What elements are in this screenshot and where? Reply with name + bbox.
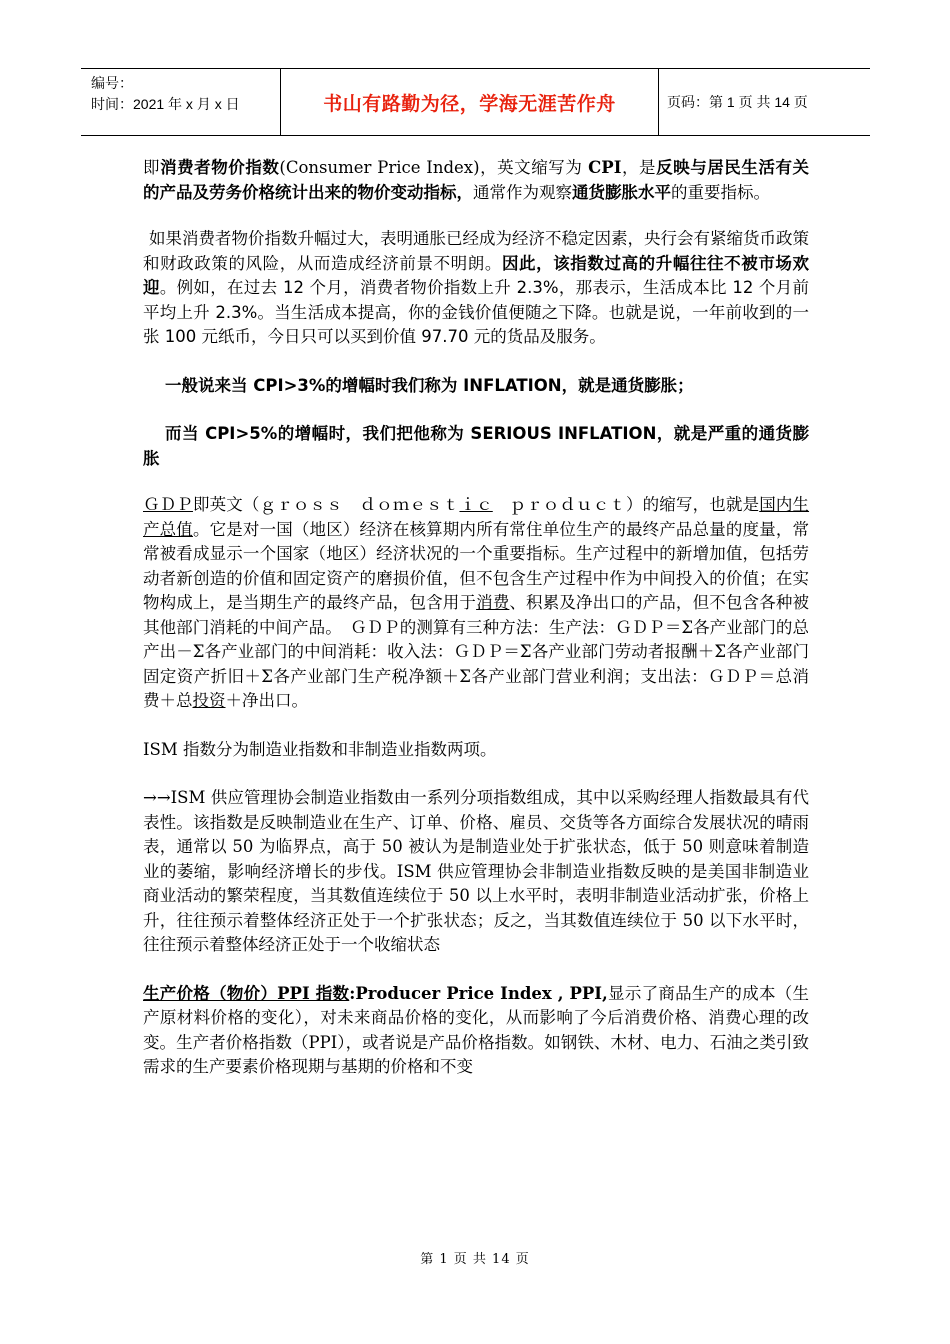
gdp-paragraph [143,493,809,714]
text-span: 即 [143,158,161,177]
text-span: 通常作为观察 [473,182,572,202]
ism-intro: ISM 指数分为制造业指数和非制造业指数两项。 [143,739,497,759]
cpi-market-bold: 因此，该指数过高的升幅往往不被市场欢迎 [143,253,810,297]
inflation-level-term: 通货膨胀水平 [572,182,671,202]
header-meta [81,69,281,135]
text-span: ＋净出口。 [225,691,308,710]
page-header [81,68,870,136]
document-body [143,156,809,1080]
ppi-term: 生产价格（物价）PPI 指数 [143,983,350,1003]
text-span: ｇｒｏｓｓ ｄｏｍｅｓｔ [259,495,460,514]
text-span: ）的缩写，也就是 [626,495,760,514]
text-span: ，是 [621,158,657,177]
text-span: (Consumer Price Index)，英文缩写为 [279,158,589,177]
ppi-paragraph [143,982,809,1080]
gdp-term: ＧＤＰ [143,495,193,514]
inflation-definition: 一般说来当 CPI>3%的增幅时我们称为 INFLATION，就是通货膨胀； [165,375,694,395]
cpi-impact-paragraph [143,227,809,350]
text-span: 、积累及净出口的产品，但不包含各种被其他部门消耗的中间产品。 ＧＤＰ的测算有三种方法：生产法：ＧＤＰ＝Σ各产业部门的总产出－Σ各产业部门的中间消耗：收入法：ＧＤＰ＝Σ各产业部门劳动者报酬＋Σ各产业部门固定资产折旧＋Σ各产业部门生产税净额＋Σ各产业部门营业利润；支出法：ＧＤＰ＝总消费＋总 [143,593,810,710]
page-footer: 第 1 页 共 14 页 [420,1252,530,1267]
text-span: 。它是对一国（地区）经济在核算期内所有常住单位生产的最终产品总量的度量，常常被看成显示一个国家（地区）经济状况的一个重要指标。生产过程中的新增加值，包括劳动者新创造的价值和固定资产的磨损价值，但不包含生产过程中作为中间投入的价值；在实物构成上，是当期生产的最终产品，包含用于 [143,519,810,612]
number-label: 编号： [91,75,133,91]
serious-inflation-definition: 而当 CPI>5%的增幅时，我们把他称为 SERIOUS INFLATION，就是严重的通货膨胀 [143,424,809,468]
text-span: 显示了商品生产的成本（生产原材料价格的变化），对未来商品价格的变化，从而影响了今后消费价格、消费心理的改变。生产者价格指数（PPI），或者说是产品价格指数。如钢铁、木材、电力、石油之类引致需求的生产要素价格现期与基期的价格和不变 [143,983,810,1076]
text-span: ｐｒｏｄｕｃｔ [492,495,626,514]
cpi-definition-bold: 反映与居民生活有关的产品及劳务价格统计出来的物价变动指标， [143,158,810,202]
ism-paragraph: →→ISM 供应管理协会制造业指数由一系列分项指数组成，其中以采购经理人指数最具有代表性。该指数是反映制造业在生产、订单、价格、雇员、交货等各方面综合发展状况的晴雨表，通常以 50 为临界点，高于 50 被认为是制造业处于扩张状态，低于 50 则意味着制造业的萎缩，影响经济增长的步伐。ISM 供应管理协会非制造业指数反映的是美国非制造业商业活动的繁荣程度，当其数值连续位于 50 以上水平时，表明非制造业活动扩张，价格上升，往往预示着整体经济正处于一个扩张状态；反之，当其数值连续位于 50 以下水平时，往往预示着整体经济正处于一个收缩状态 [143,788,809,954]
text-span: 的重要指标。 [671,182,770,202]
cpi-term: 消费者物价指数 [160,158,280,177]
ppi-english: :Producer Price Index , PPI, [349,983,608,1003]
consumption-link[interactable]: 消费 [476,593,510,612]
text-span: 如果消费者物价指数升幅过大，表明通胀已经成为经济不稳定因素，央行会有紧缩货币政策和财政政策的风险，从而造成经济前景不明朗。 [143,229,809,273]
header-page-info: 页码：第 1 页 共 14 页 [667,94,808,110]
text-span: 。例如，在过去 12 个月，消费者物价指数上升 2.3%，那表示，生活成本比 12 个月前平均上升 2.3%。当生活成本提高，你的金钱价值便随之下降。也就是说，一年前收到的一张 100 元纸币，今日只可以买到价值 97.70 元的货品及服务。 [143,278,810,346]
cpi-abbrev: CPI [588,158,622,177]
text-span: 即英文（ [192,495,260,514]
time-label: 时间：2021 年 x 月 x 日 [91,96,240,112]
investment-link[interactable]: 投资 [192,691,226,710]
header-motto: 书山有路勤为径，学海无涯苦作舟 [281,69,659,135]
gdp-link[interactable]: 国内生产总值 [143,495,810,539]
cpi-definition-paragraph [143,156,809,205]
text-span: ｉｃ [459,495,493,514]
